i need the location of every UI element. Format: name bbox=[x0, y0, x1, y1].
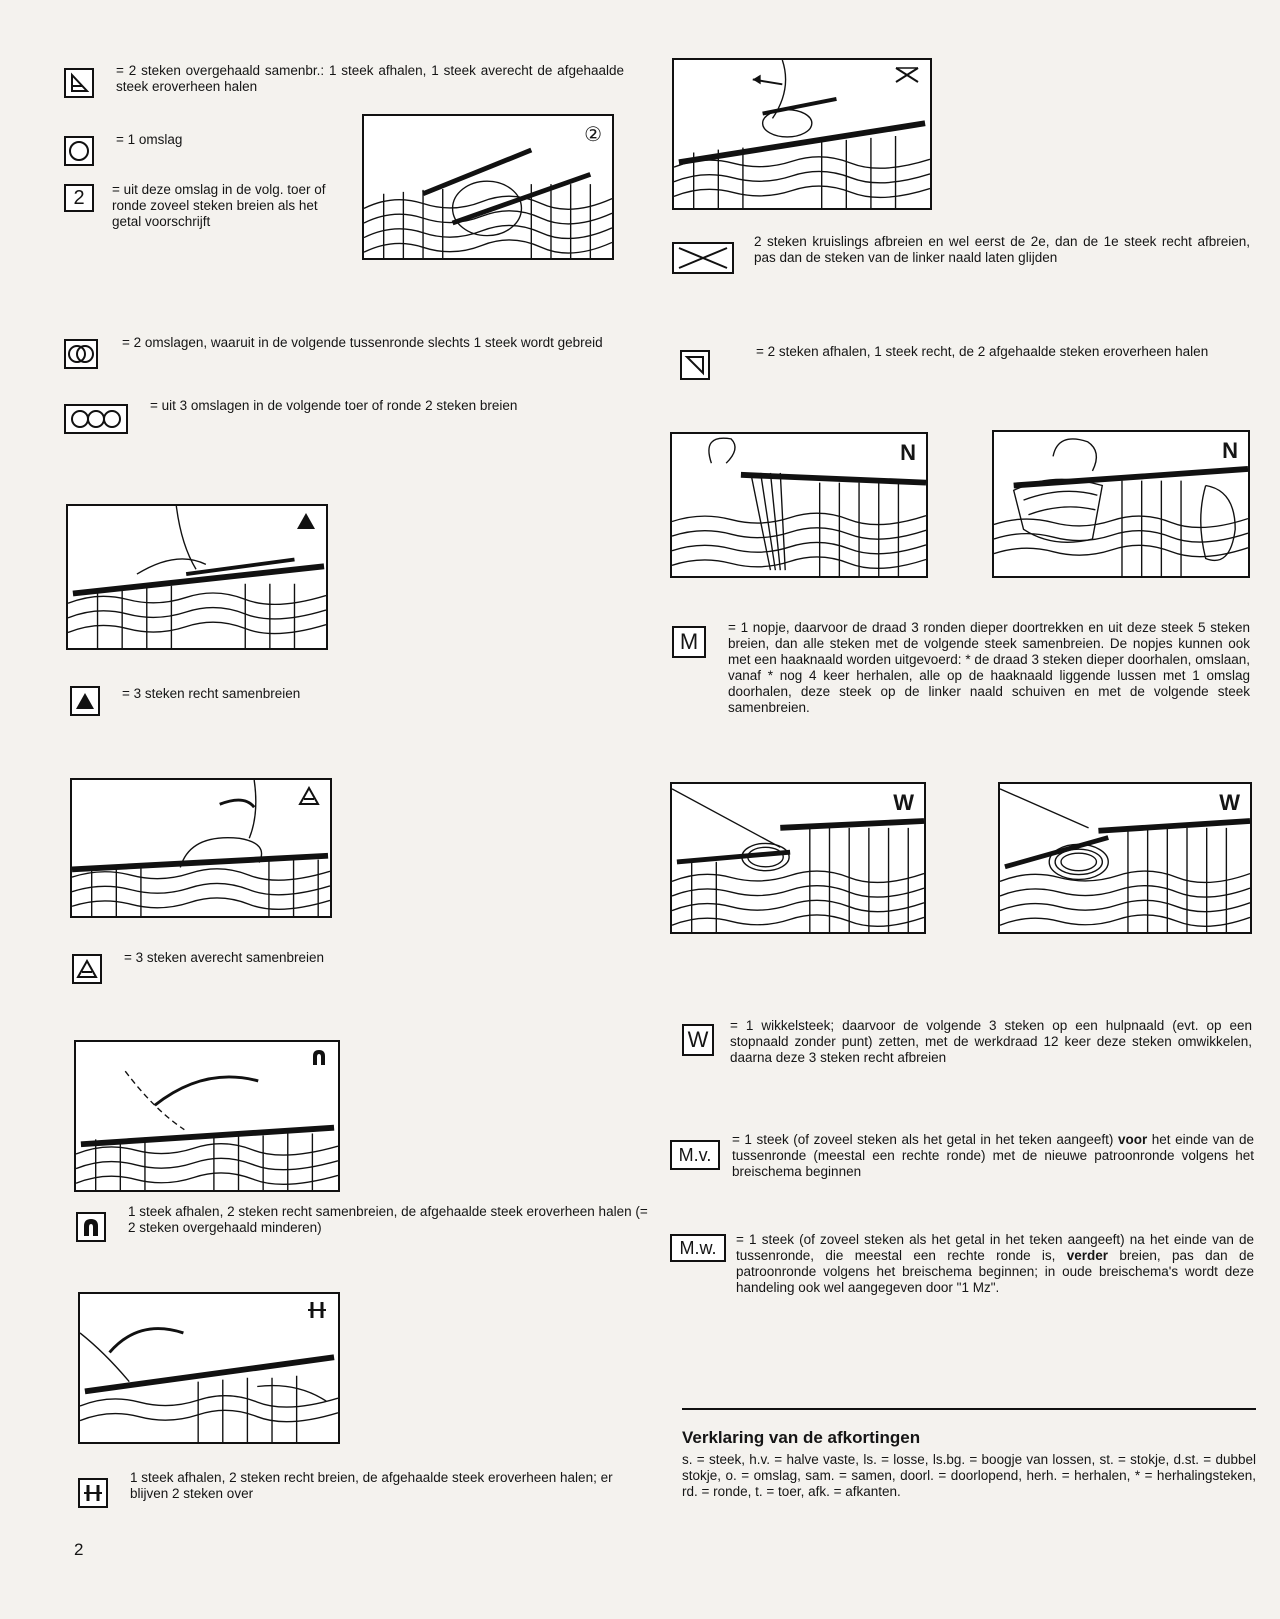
knitting-illustration bbox=[672, 784, 924, 932]
knitting-illustration bbox=[994, 432, 1248, 576]
cross-icon bbox=[894, 66, 920, 84]
desc-overgehaald: = 2 steken overgehaald samenbr.: 1 steek afhalen, 1 steek averecht de afgehaalde steek eroverheen halen bbox=[116, 63, 624, 94]
desc-double-omslag: = 2 omslagen, waaruit in de volgende tussenronde slechts 1 steek wordt gebreid bbox=[122, 335, 603, 350]
illustration-three-together-purl bbox=[70, 778, 332, 918]
illustration-n-label-1: N bbox=[900, 440, 916, 465]
symbol-w bbox=[682, 1024, 714, 1056]
illustration-nopje-2 bbox=[992, 430, 1250, 578]
knitting-illustration bbox=[364, 116, 612, 258]
desc-mw-bold: verder bbox=[1066, 1248, 1109, 1263]
illustration-nopje-1 bbox=[670, 432, 928, 578]
illustration-slip-knit-two bbox=[78, 1292, 340, 1444]
desc-corner-decrease: = 2 steken afhalen, 1 steek recht, de 2 afgehaalde steken eroverheen halen bbox=[756, 344, 1209, 359]
abbreviations-text: s. = steek, h.v. = halve vaste, ls. = losse, ls.bg. = boogje van lossen, st. = stokje, d.st. = dubbel stokje, o. = omslag, sam. = samen, doorl. = doorlopend, herh. = herhalen, * = herhalingsteken, rd. = ronde, t. = toer, afk. = afkanten. bbox=[682, 1452, 1256, 1499]
illustration-crossed-stitches bbox=[672, 58, 932, 210]
knitting-illustration bbox=[674, 60, 930, 208]
filled-triangle-icon bbox=[296, 512, 316, 530]
illustration-wikkelsteek-2 bbox=[998, 782, 1252, 934]
desc-crossed-stitches: 2 steken kruislings afbreien en wel eerst de 2e, dan de 1e steek recht afbreien, pas dan de steken van de linker naald laten glijden bbox=[754, 234, 1250, 265]
desc-double-decrease: 1 steek afhalen, 2 steken recht samenbreien, de afgehaalde steek eroverheen halen (= 2 steken overgehaald minderen) bbox=[128, 1204, 648, 1235]
desc-omslag: = 1 omslag bbox=[116, 132, 183, 147]
knitting-illustration bbox=[1000, 784, 1250, 932]
symbol-mv-text: M.v. bbox=[678, 1144, 712, 1165]
illustration-wikkelsteek-1 bbox=[670, 782, 926, 934]
symbol-hh bbox=[78, 1478, 108, 1508]
symbol-triple-circle bbox=[64, 404, 128, 434]
symbol-double-circle bbox=[64, 339, 98, 369]
section-divider bbox=[682, 1408, 1256, 1410]
illustration-two-label: ② bbox=[584, 124, 602, 146]
knitting-illustration bbox=[672, 434, 926, 576]
desc-three-knit-together: = 3 steken recht samenbreien bbox=[122, 686, 301, 701]
illustration-w-label-2: W bbox=[1219, 790, 1240, 815]
desc-triple-omslag: = uit 3 omslagen in de volgende toer of ronde 2 steken breien bbox=[150, 398, 518, 413]
knitting-illustration bbox=[80, 1294, 338, 1442]
symbol-arch bbox=[76, 1212, 106, 1242]
desc-mw bbox=[736, 1232, 1254, 1296]
symbol-outline-triangle bbox=[72, 954, 102, 984]
illustration-double-decrease bbox=[74, 1040, 340, 1192]
outline-triangle-icon bbox=[298, 786, 320, 806]
symbol-number-two bbox=[64, 184, 94, 212]
desc-mv bbox=[732, 1132, 1254, 1180]
symbol-mv bbox=[670, 1140, 720, 1170]
symbol-w-text: W bbox=[687, 1027, 709, 1052]
symbol-circle bbox=[64, 136, 94, 166]
desc-mv-part2: het einde van de tussenronde (meestal een rechte ronde) met de nieuwe patroonronde volgens het breischema beginnen bbox=[732, 1132, 1254, 1179]
knitting-illustration bbox=[76, 1042, 338, 1190]
arch-icon bbox=[310, 1048, 328, 1066]
desc-slip-knit-two: 1 steek afhalen, 2 steken recht breien, de afgehaalde steek eroverheen halen; er blijven 2 steken over bbox=[130, 1470, 613, 1501]
abbreviations-title: Verklaring van de afkortingen bbox=[682, 1428, 921, 1447]
desc-number-two: = uit deze omslag in de volg. toer of ronde zoveel steken breien als het getal voorschrijft bbox=[112, 182, 326, 229]
desc-mv-bold: voor bbox=[1117, 1132, 1148, 1147]
desc-wikkelsteek: = 1 wikkelsteek; daarvoor de volgende 3 steken op een hulpnaald (evt. op een stopnaald zonder punt) zetten, met de werkdraad 12 keer deze steken omwikkelen, daarna deze 3 steken recht afbreien bbox=[730, 1018, 1252, 1065]
symbol-two-text: 2 bbox=[73, 186, 85, 209]
desc-mv-part1: = 1 steek (of zoveel steken als het getal in het teken aangeeft) bbox=[732, 1132, 1118, 1147]
knitting-illustration bbox=[68, 506, 326, 648]
symbol-m bbox=[672, 626, 706, 658]
desc-mw-part1: = 1 steek (of zoveel steken als het getal in het teken aangeeft) na het einde van de tussenronde, die meestal een rechte ronde is, bbox=[736, 1232, 1254, 1263]
desc-nopje: = 1 nopje, daarvoor de draad 3 ronden dieper doortrekken en uit deze steek 5 steken breien, dan alle steken met de volgende steek samenbreien. De nopjes kunnen ook met een haaknaald worden uitgevoerd: * de draad 3 steken dieper doorhalen, omslaan, vanaf * nog 4 keer herhalen, alle op de haaknaald liggende lussen met 1 omslag doorhalen, deze steek op de linker naald schuiven en met de volgende steek samenbreien. bbox=[728, 620, 1250, 715]
illustration-n-label-2: N bbox=[1222, 438, 1238, 463]
desc-mw-part2: breien, pas dan de patroonronde volgens het breischema beginnen; in oude breischema's wordt deze handeling ook wel aangegeven door "1 Mz". bbox=[736, 1248, 1254, 1295]
symbol-triangle-bar bbox=[64, 68, 94, 98]
page-number: 2 bbox=[74, 1540, 84, 1559]
symbol-mw bbox=[670, 1234, 726, 1262]
desc-three-purl-together: = 3 steken averecht samenbreien bbox=[124, 950, 324, 965]
symbol-m-text: M bbox=[679, 629, 699, 654]
symbol-corner-triangle bbox=[680, 350, 710, 380]
illustration-omslag-two bbox=[362, 114, 614, 260]
symbol-mw-text: M.w. bbox=[679, 1237, 717, 1258]
symbol-filled-triangle bbox=[70, 686, 100, 716]
symbol-cross bbox=[672, 242, 734, 274]
hh-icon bbox=[306, 1300, 328, 1320]
illustration-three-together-knit bbox=[66, 504, 328, 650]
illustration-w-label-1: W bbox=[893, 790, 914, 815]
knitting-illustration bbox=[72, 780, 330, 916]
